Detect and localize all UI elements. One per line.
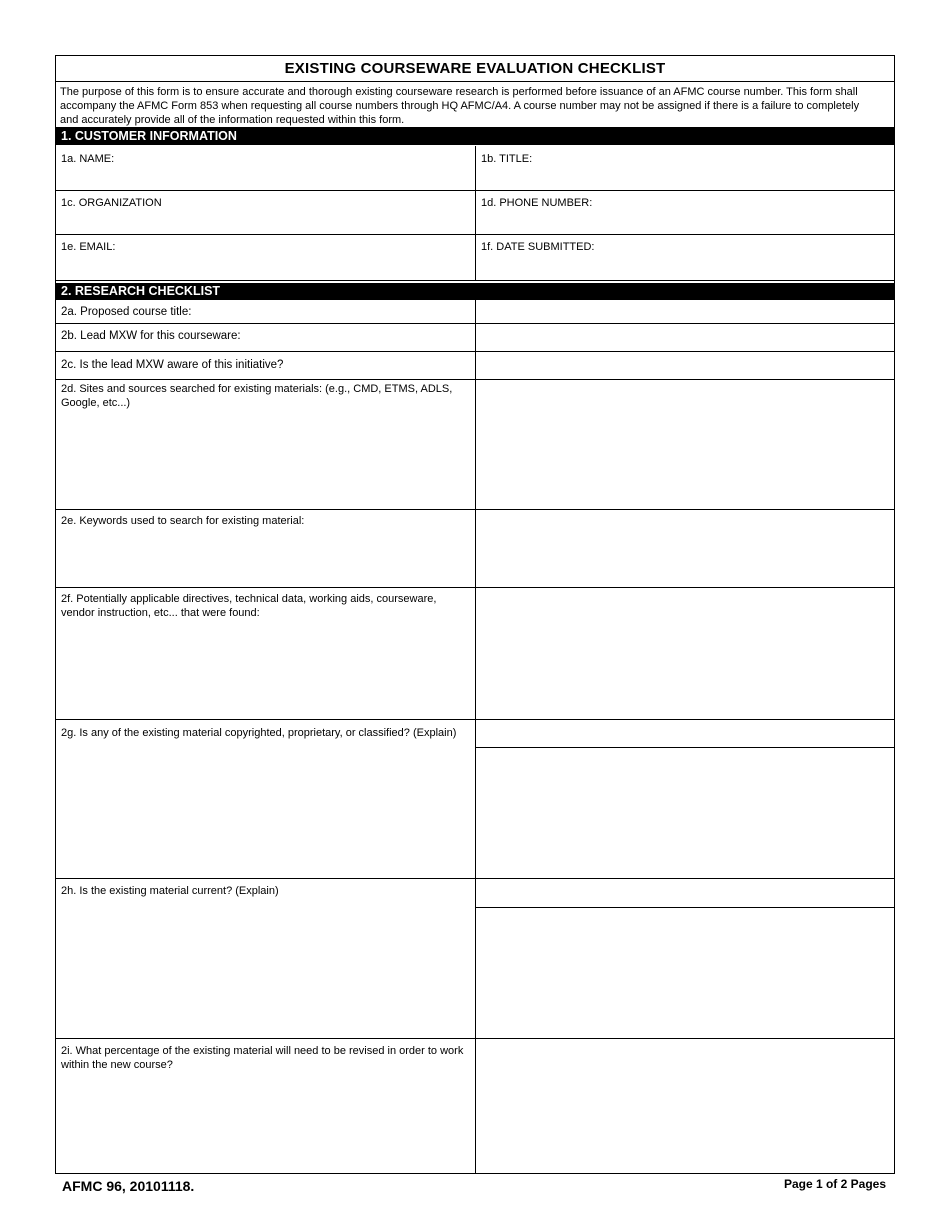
date-submitted-field[interactable]	[481, 256, 886, 276]
page-number: Page 1 of 2 Pages	[783, 1177, 886, 1191]
name-field[interactable]	[61, 168, 466, 188]
checklist-form	[55, 55, 895, 1174]
applicable-directives-field[interactable]	[481, 592, 886, 716]
divider	[476, 907, 894, 908]
section-2-header: 2. RESEARCH CHECKLIST	[56, 283, 894, 300]
divider	[56, 280, 894, 281]
email-label: 1e. EMAIL:	[61, 241, 116, 253]
email-field[interactable]	[61, 256, 466, 276]
section-1-header: 1. CUSTOMER INFORMATION	[56, 128, 894, 145]
sites-sources-field[interactable]	[481, 384, 886, 506]
mxw-aware-field[interactable]	[481, 355, 886, 375]
organization-label: 1c. ORGANIZATION	[61, 197, 162, 209]
divider	[56, 81, 894, 82]
q2e-label: 2e. Keywords used to search for existing material:	[61, 515, 305, 527]
form-title: EXISTING COURSEWARE EVALUATION CHECKLIST	[284, 60, 666, 77]
divider	[476, 747, 894, 748]
q2h-label: 2h. Is the existing material current? (Explain)	[61, 885, 279, 897]
current-explain-field[interactable]	[481, 911, 886, 1033]
percentage-revised-field[interactable]	[481, 1044, 886, 1168]
q2d-label: 2d. Sites and sources searched for existing materials: (e.g., CMD, ETMS, ADLS, Google, etc...)	[61, 383, 453, 409]
purpose-text: The purpose of this form is to ensure accurate and thorough existing courseware research is performed before issuance of an AFMC course number. This form shall accompany the AFMC Form 853 when requesting all course numbers through HQ AFMC/A4. A course number may not be assigned if there is a failure to completely and accurately provide all of the information requested within this form.	[60, 86, 860, 126]
name-label: 1a. NAME:	[61, 153, 115, 165]
column-divider	[475, 146, 476, 280]
date-submitted-label: 1f. DATE SUBMITTED:	[481, 241, 595, 253]
title-field[interactable]	[481, 168, 886, 188]
title-label: 1b. TITLE:	[481, 153, 533, 165]
q2f-label: 2f. Potentially applicable directives, technical data, working aids, courseware, vendor instruction, etc... that were found:	[61, 593, 437, 619]
column-divider	[475, 300, 476, 1174]
keywords-field[interactable]	[481, 514, 886, 584]
q2c-label: 2c. Is the lead MXW aware of this initiative?	[61, 359, 284, 371]
lead-mxw-field[interactable]	[481, 327, 886, 347]
phone-field[interactable]	[481, 212, 886, 232]
q2b-label: 2b. Lead MXW for this courseware:	[61, 330, 241, 342]
current-answer-field[interactable]	[481, 882, 886, 904]
copyright-explain-field[interactable]	[481, 751, 886, 873]
copyright-answer-field[interactable]	[481, 723, 886, 745]
q2a-label: 2a. Proposed course title:	[61, 306, 192, 318]
form-id: AFMC 96, 20101118.	[62, 1178, 195, 1194]
course-title-field[interactable]	[481, 302, 886, 322]
q2i-label: 2i. What percentage of the existing material will need to be revised in order to work within the new course?	[61, 1045, 464, 1071]
phone-label: 1d. PHONE NUMBER:	[481, 197, 593, 209]
organization-field[interactable]	[61, 212, 466, 232]
q2g-label: 2g. Is any of the existing material copyrighted, proprietary, or classified? (Explain)	[61, 727, 457, 739]
